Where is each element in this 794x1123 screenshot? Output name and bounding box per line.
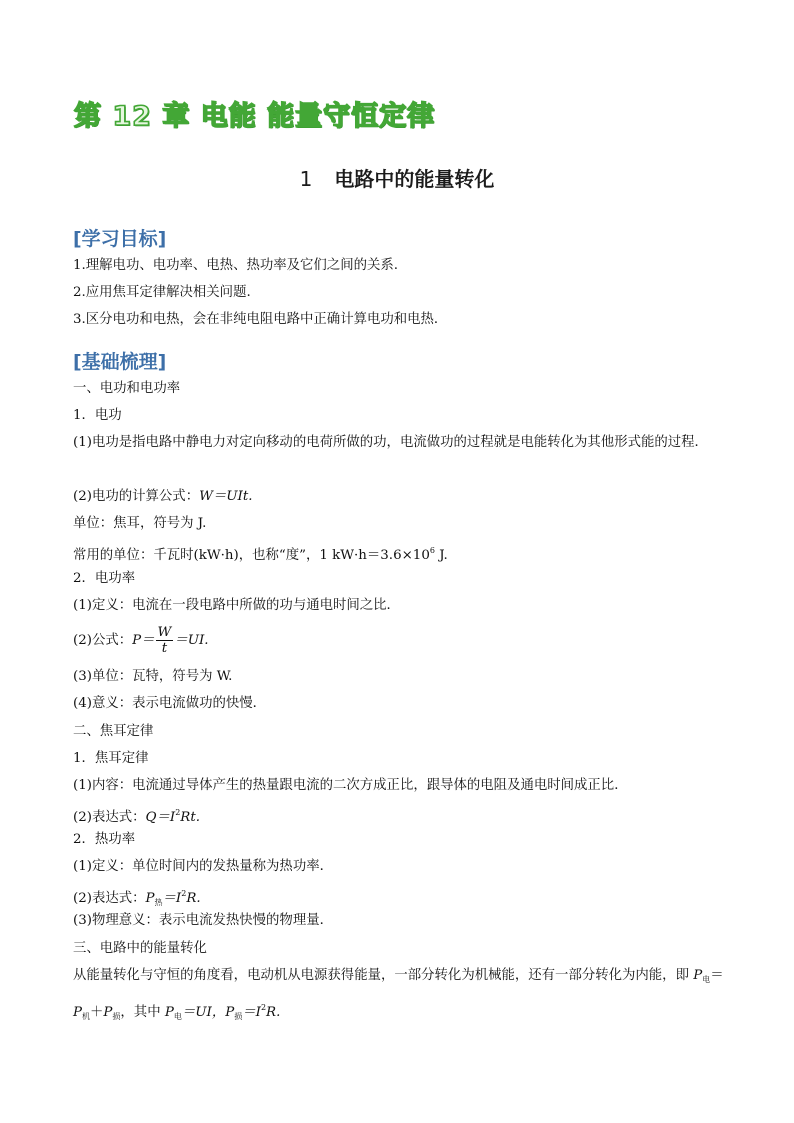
section-number: 1 [299, 167, 313, 191]
formula-line: (2)电功的计算公式：W＝UIt. [73, 489, 253, 504]
paragraph: 单位：焦耳，符号为 J. [73, 516, 207, 531]
paragraph: (1)电功是指电路中静电力对定向移动的电荷所做的功，电流做功的过程就是电能转化为其他形式能的过程． [73, 435, 708, 450]
objective-item: 3.区分电功和电热，会在非纯电阻电路中正确计算电功和电热． [73, 312, 448, 327]
paragraph: (3)单位：瓦特，符号为 W. [73, 669, 233, 684]
formula-line: (2)表达式：$Q=I^2Rt$. [73, 808, 201, 825]
part-heading: 三、电路中的能量转化 [73, 941, 207, 956]
paragraph: (3)物理意义：表示电流发热快慢的物理量． [73, 913, 333, 928]
subsection-heading: 2．热功率 [73, 832, 136, 847]
paragraph: (4)意义：表示电流做功的快慢． [73, 696, 267, 711]
objective-item: 1.理解电功、电功率、电热、热功率及它们之间的关系. [73, 258, 399, 273]
subsection-heading: 2．电功率 [73, 571, 136, 586]
paragraph: (1)定义：电流在一段电路中所做的功与通电时间之比． [73, 598, 400, 613]
formula-line: (2)公式：P＝ $\frac{W}{t}$ ＝UI. [73, 625, 209, 656]
part-heading: 二、焦耳定律 [73, 724, 154, 739]
section-name: 电路中的能量转化 [334, 167, 495, 191]
paragraph: (1)内容：电流通过导体产生的热量跟电流的二次方成正比，跟导体的电阻及通电时间成正比． [73, 778, 628, 793]
subsection-heading: 1．焦耳定律 [73, 751, 149, 766]
objectives-heading: [学习目标] [73, 228, 167, 250]
subsection-heading: 1．电功 [73, 408, 122, 423]
objective-item: 2.应用焦耳定律解决相关问题. [73, 285, 251, 300]
formula-line: (2)表达式：$P_热=I^2R$. [73, 889, 201, 907]
paragraph: 常用的单位：千瓦时(kW·h)，也称“度”，1 $kW\cdot h=3.6\times 10^6$ J. [73, 546, 448, 563]
formula: W＝UIt. [199, 489, 253, 504]
paragraph: 从能量转化与守恒的角度看，电动机从电源获得能量，一部分转化为机械能，还有一部分转化为内能，即 $P_电=P_机+P_损$，其中 $P_电=UI$，$P_损=I^2R$. [73, 968, 724, 1021]
fraction: $\frac{W}{t}$ [157, 625, 172, 656]
paragraph: (1)定义：单位时间内的发热量称为热功率． [73, 859, 333, 874]
part-heading: 一、电功和电功率 [73, 381, 181, 396]
chapter-title: 第 12 章 电能 能量守恒定律 [74, 101, 436, 132]
section-title [0, 163, 794, 192]
basics-heading: [基础梳理] [73, 351, 167, 373]
